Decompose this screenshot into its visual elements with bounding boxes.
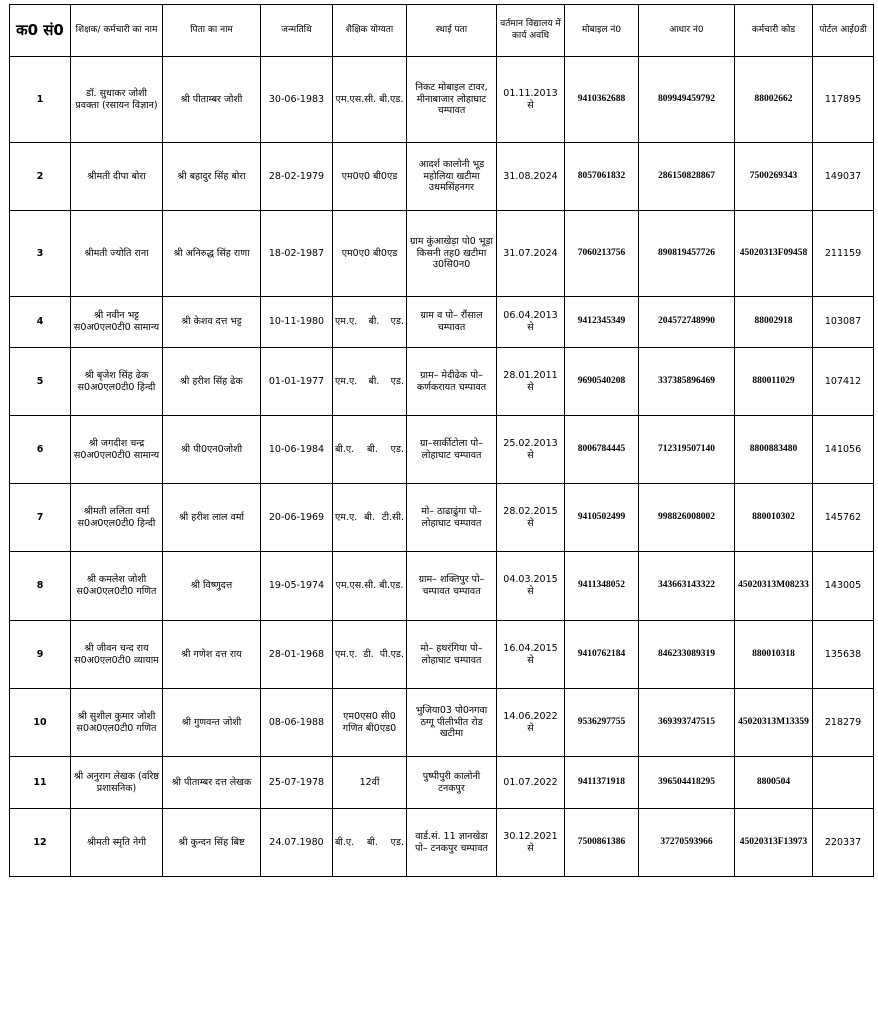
cell-qualification: 12वीं	[333, 757, 407, 809]
table-row	[10, 484, 874, 552]
cell-name: डॉ. सुधाकर जोशी प्रवक्ता (रसायन विज्ञान)	[71, 57, 163, 143]
cell-sr-no: 7	[10, 484, 71, 552]
cell-name: श्री अनुराग लेखक (वरिष्ठ प्रशासनिक)	[71, 757, 163, 809]
cell-portal-id: 135638	[813, 621, 874, 689]
cell-qualification: एम0ए0 बी0एड	[333, 211, 407, 297]
cell-dob: 18-02-1987	[261, 211, 333, 297]
cell-employee-code: 45020313M13359	[735, 689, 813, 757]
cell-mobile: 8057061832	[565, 143, 639, 211]
cell-address: आदर्श कालोनी भूड महोलिया खटीमा उधमसिंहनगर	[407, 143, 497, 211]
cell-tenure: 31.08.2024	[497, 143, 565, 211]
cell-employee-code: 880010302	[735, 484, 813, 552]
cell-mobile: 9412345349	[565, 297, 639, 348]
table-row	[10, 57, 874, 143]
cell-father-name: श्री कुन्दन सिंह बिष्ट	[163, 809, 261, 877]
cell-sr-no: 5	[10, 348, 71, 416]
cell-father-name: श्री गणेश दत्त राय	[163, 621, 261, 689]
staff-details-table	[9, 4, 874, 877]
cell-employee-code: 880010318	[735, 621, 813, 689]
cell-tenure: 01.07.2022	[497, 757, 565, 809]
cell-father-name: श्री पी0एन0जोशी	[163, 416, 261, 484]
cell-address: ग्राम व पो– रौंसाल चम्पावत	[407, 297, 497, 348]
cell-aadhaar: 337385896469	[639, 348, 735, 416]
cell-sr-no: 9	[10, 621, 71, 689]
table-row	[10, 416, 874, 484]
cell-sr-no: 12	[10, 809, 71, 877]
cell-tenure: 25.02.2013 से	[497, 416, 565, 484]
cell-tenure: 14.06.2022 से	[497, 689, 565, 757]
cell-aadhaar: 343663143322	[639, 552, 735, 621]
header-sr-no: क0 सं0	[10, 5, 71, 57]
cell-name: श्रीमती ललिता वर्मा स0अ0एल0टी0 हिन्दी	[71, 484, 163, 552]
cell-qualification: बी.ए. बी. एड.	[333, 809, 407, 877]
cell-sr-no: 1	[10, 57, 71, 143]
cell-father-name: श्री गुणवन्त जोशी	[163, 689, 261, 757]
cell-sr-no: 4	[10, 297, 71, 348]
cell-tenure: 06.04.2013 से	[497, 297, 565, 348]
cell-name: श्री कमलेश जोशी स0अ0एल0टी0 गणित	[71, 552, 163, 621]
cell-tenure: 28.01.2011 से	[497, 348, 565, 416]
cell-tenure: 28.02.2015 से	[497, 484, 565, 552]
cell-qualification: एम.एस.सी. बी.एड.	[333, 57, 407, 143]
cell-sr-no: 8	[10, 552, 71, 621]
cell-sr-no: 6	[10, 416, 71, 484]
cell-employee-code: 88002918	[735, 297, 813, 348]
cell-dob: 20-06-1969	[261, 484, 333, 552]
cell-tenure: 31.07.2024	[497, 211, 565, 297]
header-employee-code: कर्मचारी कोड	[735, 5, 813, 57]
cell-portal-id: 141056	[813, 416, 874, 484]
cell-portal-id: 149037	[813, 143, 874, 211]
cell-employee-code: 88002662	[735, 57, 813, 143]
cell-mobile: 9410762184	[565, 621, 639, 689]
cell-portal-id: 220337	[813, 809, 874, 877]
cell-dob: 24.07.1980	[261, 809, 333, 877]
cell-aadhaar: 809949459792	[639, 57, 735, 143]
header-aadhaar: आधार नं0	[639, 5, 735, 57]
cell-aadhaar: 998826008002	[639, 484, 735, 552]
cell-qualification: एम.ए. डी. पी.एड.	[333, 621, 407, 689]
cell-mobile: 9690540208	[565, 348, 639, 416]
cell-father-name: श्री हरीश सिंह ढेक	[163, 348, 261, 416]
cell-father-name: श्री विष्णुदत्त	[163, 552, 261, 621]
table-row	[10, 621, 874, 689]
cell-address: ग्रा–सार्कीटोला पो–लोहाघाट चम्पावत	[407, 416, 497, 484]
cell-aadhaar: 204572748990	[639, 297, 735, 348]
cell-aadhaar: 369393747515	[639, 689, 735, 757]
cell-aadhaar: 890819457726	[639, 211, 735, 297]
cell-dob: 08-06-1988	[261, 689, 333, 757]
cell-sr-no: 3	[10, 211, 71, 297]
header-tenure: वर्तमान विद्यालय में कार्य अवधि	[497, 5, 565, 57]
cell-qualification: एम.ए. बी. एड.	[333, 348, 407, 416]
cell-name: श्री जगदीश चन्द्र स0अ0एल0टी0 सामान्य	[71, 416, 163, 484]
table-row	[10, 757, 874, 809]
cell-mobile: 7060213756	[565, 211, 639, 297]
cell-portal-id: 211159	[813, 211, 874, 297]
cell-address: वार्ड.सं. 11 ज्ञानखेडा पो– टनकपुर चम्पावत	[407, 809, 497, 877]
cell-dob: 28-01-1968	[261, 621, 333, 689]
cell-address: मो– ठाढाढुंगा पो– लोहाघाट चम्पावत	[407, 484, 497, 552]
cell-qualification: बी.ए. बी. एड.	[333, 416, 407, 484]
cell-name: श्रीमती स्मृति नेगी	[71, 809, 163, 877]
cell-mobile: 9536297755	[565, 689, 639, 757]
cell-qualification: एम0एस0 सी0 गणित बी0एड0	[333, 689, 407, 757]
cell-mobile: 7500861386	[565, 809, 639, 877]
cell-employee-code: 45020313F09458	[735, 211, 813, 297]
cell-dob: 19-05-1974	[261, 552, 333, 621]
cell-portal-id: 145762	[813, 484, 874, 552]
cell-address: पुष्पीपुरी कालोनी टनकपुर	[407, 757, 497, 809]
cell-qualification: एम0ए0 बी0एड	[333, 143, 407, 211]
table-row	[10, 211, 874, 297]
table-row	[10, 689, 874, 757]
cell-dob: 01-01-1977	[261, 348, 333, 416]
cell-mobile: 9410362688	[565, 57, 639, 143]
cell-portal-id: 143005	[813, 552, 874, 621]
table-row	[10, 143, 874, 211]
cell-name: श्री बृजेश सिंह ढेक स0अ0एल0टी0 हिन्दी	[71, 348, 163, 416]
cell-aadhaar: 286150828867	[639, 143, 735, 211]
cell-address: ग्राम– शक्तिपुर पो– चम्पावत चम्पावत	[407, 552, 497, 621]
cell-mobile: 9411371918	[565, 757, 639, 809]
cell-tenure: 30.12.2021 से	[497, 809, 565, 877]
header-qualification: शैक्षिक योग्यता	[333, 5, 407, 57]
cell-address: ग्राम– मेदीढेक पो– कर्णकरायत चम्पावत	[407, 348, 497, 416]
cell-employee-code: 8800504	[735, 757, 813, 809]
cell-employee-code: 45020313F13973	[735, 809, 813, 877]
cell-father-name: श्री पीताम्बर जोशी	[163, 57, 261, 143]
cell-sr-no: 2	[10, 143, 71, 211]
table-row	[10, 809, 874, 877]
cell-portal-id: 218279	[813, 689, 874, 757]
cell-tenure: 04.03.2015 से	[497, 552, 565, 621]
cell-address: ग्राम कुंआखेड़ा पो0 भूड़ा किसनी तह0 खटीमा उ0सि0न0	[407, 211, 497, 297]
cell-mobile: 9410502499	[565, 484, 639, 552]
cell-father-name: श्री केशव दत्त भट्ट	[163, 297, 261, 348]
cell-name: श्रीमती दीपा बोरा	[71, 143, 163, 211]
cell-qualification: एम.ए. बी. एड.	[333, 297, 407, 348]
header-address: स्थाई पता	[407, 5, 497, 57]
cell-father-name: श्री बहादुर सिंह बोरा	[163, 143, 261, 211]
table-row	[10, 552, 874, 621]
cell-mobile: 9411348052	[565, 552, 639, 621]
cell-aadhaar: 37270593966	[639, 809, 735, 877]
cell-aadhaar: 846233089319	[639, 621, 735, 689]
cell-dob: 25-07-1978	[261, 757, 333, 809]
cell-father-name: श्री पीताम्बर दत्त लेखक	[163, 757, 261, 809]
cell-dob: 10-06-1984	[261, 416, 333, 484]
cell-name: श्रीमती ज्योति राना	[71, 211, 163, 297]
cell-tenure: 01.11.2013 से	[497, 57, 565, 143]
cell-name: श्री सुशील कुमार जोशी स0अ0एल0टी0 गणित	[71, 689, 163, 757]
cell-name: श्री नवीन भट्ट स0अ0एल0टी0 सामान्य	[71, 297, 163, 348]
cell-qualification: एम.एस.सी. बी.एड.	[333, 552, 407, 621]
cell-mobile: 8006784445	[565, 416, 639, 484]
cell-dob: 28-02-1979	[261, 143, 333, 211]
cell-tenure: 16.04.2015 से	[497, 621, 565, 689]
cell-father-name: श्री हरीश लाल वर्मा	[163, 484, 261, 552]
cell-employee-code: 880011029	[735, 348, 813, 416]
cell-address: भुजिया03 पो0नगवा ठग्गू पीलीभीत रोड खटीमा	[407, 689, 497, 757]
cell-portal-id	[813, 757, 874, 809]
cell-employee-code: 8800883480	[735, 416, 813, 484]
cell-aadhaar: 396504418295	[639, 757, 735, 809]
cell-address: मो– हथरंगिया पो– लोहाघाट चम्पावत	[407, 621, 497, 689]
table-header-row	[10, 5, 874, 57]
cell-employee-code: 7500269343	[735, 143, 813, 211]
table-row	[10, 297, 874, 348]
header-mobile: मोबाइल नं0	[565, 5, 639, 57]
header-name: शिक्षक/ कर्मचारी का नाम	[71, 5, 163, 57]
cell-father-name: श्री अनिरुद्ध सिंह राणा	[163, 211, 261, 297]
cell-portal-id: 103087	[813, 297, 874, 348]
cell-aadhaar: 712319507140	[639, 416, 735, 484]
cell-sr-no: 11	[10, 757, 71, 809]
cell-qualification: एम.ए. बी. टी.सी.	[333, 484, 407, 552]
cell-dob: 30-06-1983	[261, 57, 333, 143]
cell-name: श्री जीवन चन्द राय स0अ0एल0टी0 व्यायाम	[71, 621, 163, 689]
header-dob: जन्मतिथि	[261, 5, 333, 57]
header-portal-id: पोर्टल आई0डी	[813, 5, 874, 57]
cell-address: निकट मोबाइल टावर, मीनाबाजार लोहाघाट चम्पावत	[407, 57, 497, 143]
cell-portal-id: 107412	[813, 348, 874, 416]
header-father-name: पिता का नाम	[163, 5, 261, 57]
cell-portal-id: 117895	[813, 57, 874, 143]
cell-employee-code: 45020313M08233	[735, 552, 813, 621]
cell-sr-no: 10	[10, 689, 71, 757]
table-row	[10, 348, 874, 416]
cell-dob: 10-11-1980	[261, 297, 333, 348]
